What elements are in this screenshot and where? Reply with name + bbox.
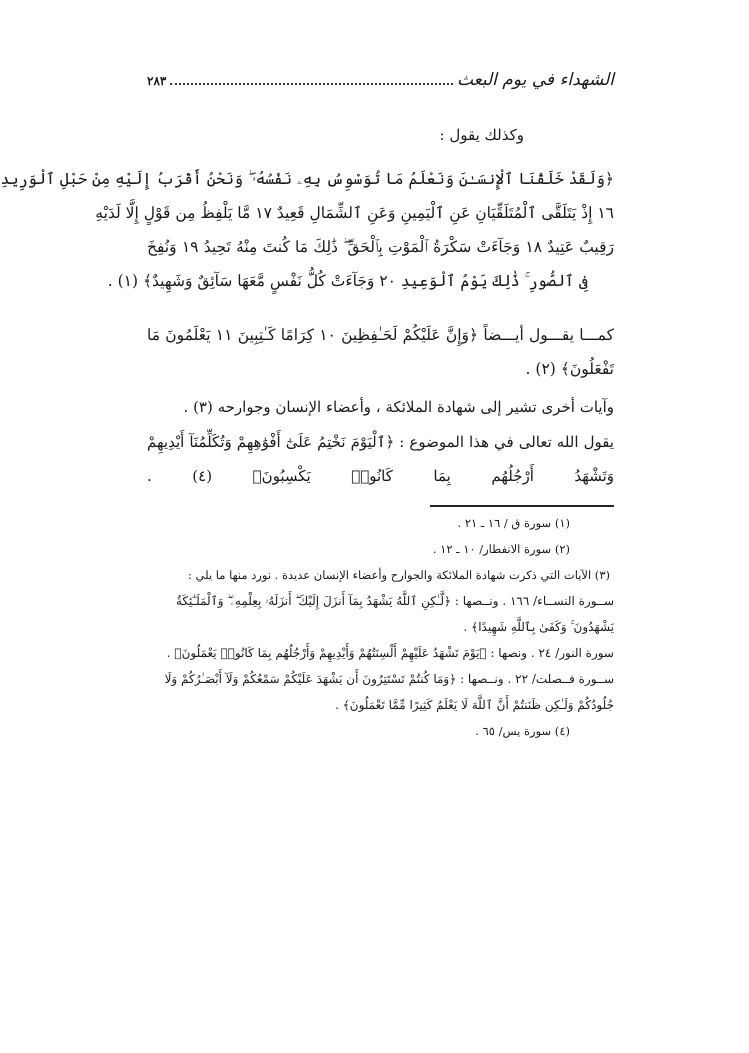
footnote-3-fussilat-line2: جُلُودُكُمْ وَلَـٰكِن ظَنَنتُمْ أَنَّ ٱللَّهَ لَا يَعْلَمُ كَثِيرًا مِّمَّا تَعْمَلُونَ﴾ .: [335, 698, 614, 712]
footnote-3-nur: سورة النور/ ٢٤ . ونصها : ﴿يَوْمَ تَشْهَدُ عَلَيْهِمْ أَلْسِنَتُهُمْ وَأَيْدِيهِمْ وَأَرْجُلُهُم بِمَا كَانُوا۟ يَعْمَلُونَ﴾ .: [166, 646, 614, 660]
quran-verses-qaf: [0, 162, 614, 298]
footnote-3-nisa-line1: ســورة النســاء/ ١٦٦ . ونــصها : ﴿لَّـٰكِنِ ٱللَّهُ يَشْهَدُ بِمَآ أَنزَلَ إِلَيْكَ ۖ أَنزَلَهُۥ بِعِلْمِهِۦ ۖ وَٱلْمَلَـٰٓئِكَةُ: [175, 594, 614, 608]
footnote-3-nisa-line2: يَشْهَدُونَ ۚ وَكَفَىٰ بِٱللَّهِ شَهِيدًا﴾ .: [463, 620, 614, 634]
footnote-1: (١) سورة ق / ١٦ ـ ٢١ .: [457, 516, 570, 530]
page-number: ٢٨٣: [147, 74, 167, 88]
footnote-2: (٢) سورة الانفطار/ ١٠ ـ ١٢ .: [432, 542, 570, 556]
verse-line: وَتَشْهَدُ أَرْجُلُهُم بِمَا كَانُوا۟ يَكْسِبُونَ﴾ (٤) .: [147, 467, 615, 485]
quran-verses-infitar: [147, 318, 614, 386]
paragraph-other-verses: وآيات أخرى تشير إلى شهادة الملائكة ، وأعضاء الإنسان وجوارحه (٣) .: [183, 398, 614, 416]
footnote-3: (٣) الآيات التي ذكرت شهادة الملائكة والجوارح وأعضاء الإنسان عديدة . نورد منها ما يلي :: [188, 568, 610, 582]
running-header: [147, 70, 614, 92]
verse-line: ١٦ إِذْ يَتَلَقَّى ٱلْمُتَلَقِّيَانِ عَنِ ٱلْيَمِينِ وَعَنِ ٱلشِّمَالِ قَعِيدٌ ١٧ مَّا يَلْفِظُ مِن قَوْلٍ إِلَّا لَدَيْهِ: [95, 204, 614, 222]
footnote-separator: [430, 505, 614, 507]
verse-line: ﴿وَلَقَدْ خَلَقْنَا ٱلْإِنسَـٰنَ وَنَعْلَمُ مَا تُوَسْوِسُ بِهِۦ نَفْسُهُۥ ۖ وَنَحْنُ أَقْرَبُ إِلَيْهِ مِنْ حَبْلِ ٱلْوَرِيدِ: [0, 170, 614, 188]
footnote-4: (٤) سورة يس/ ٦٥ .: [475, 724, 570, 738]
verse-line: يقول الله تعالى في هذا الموضوع : ﴿ٱلْيَوْمَ نَخْتِمُ عَلَىٰٓ أَفْوَٰهِهِمْ وَتُكَلِّمُنَآ أَيْدِيهِمْ: [147, 433, 614, 451]
footnotes: [147, 510, 614, 744]
footnote-3-fussilat-line1: ســورة فــصلت/ ٢٢ . ونــصها : ﴿وَمَا كُنتُمْ تَسْتَتِرُونَ أَن يَشْهَدَ عَلَيْكُمْ سَمْعُكُمْ وَلَآ أَبْصَـٰرُكُمْ وَلَا: [164, 672, 614, 686]
verse-line: كمـــا يقـــول أيـــضاً ﴿وَإِنَّ عَلَيْكُمْ لَحَـٰفِظِينَ ١٠ كِرَامًا كَـٰتِبِينَ ١١ يَعْلَمُونَ مَا: [147, 326, 614, 344]
intro-line: وكذلك يقول :: [439, 126, 524, 144]
header-dot-leader: [170, 71, 453, 85]
paragraph-yasin: [147, 425, 614, 493]
header-title: الشهداء في يوم البعث: [456, 70, 614, 90]
verse-line: رَقِيبٌ عَتِيدٌ ١٨ وَجَآءَتْ سَكْرَةُ ٱلْمَوْتِ بِٱلْحَقِّ ۖ ذَٰلِكَ مَا كُنتَ مِنْهُ تَحِيدُ ١٩ وَنُفِخَ: [147, 238, 614, 256]
verse-line: فِى ٱلصُّورِ ۚ ذَٰلِكَ يَوْمُ ٱلْوَعِيدِ ٢٠ وَجَآءَتْ كُلُّ نَفْسٍ مَّعَهَا سَآئِقٌ وَشَهِيدٌ﴾ (١) .: [107, 272, 588, 290]
verse-line: تَفْعَلُونَ﴾ (٢) .: [525, 360, 614, 378]
